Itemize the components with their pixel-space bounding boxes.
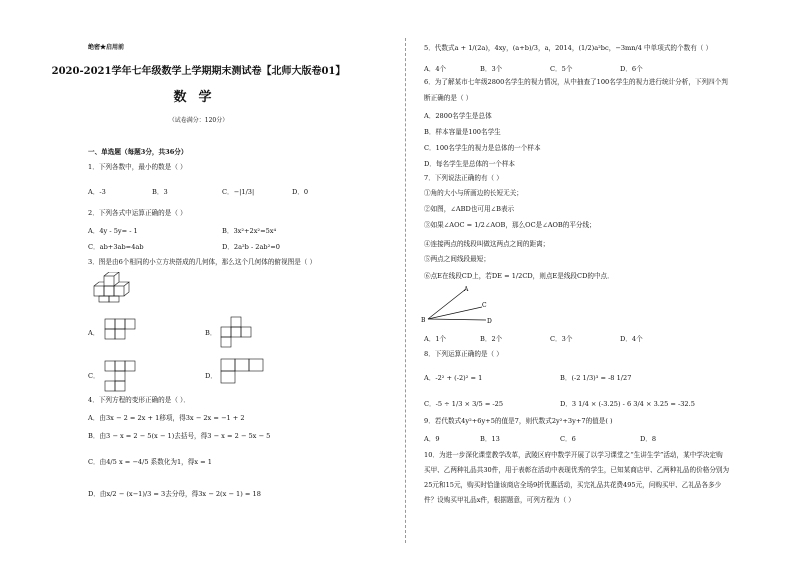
label-d: D: [487, 318, 492, 325]
q7-option-a: A．1个: [424, 335, 447, 343]
q9-option-c: C．6: [560, 435, 576, 443]
q7-statement-3: ③如果∠AOC = 1/2∠AOB，那么OC是∠AOB的平分线；: [424, 221, 596, 229]
q7-option-d: D．4个: [620, 335, 643, 343]
q5-option-d: D．6个: [620, 65, 643, 73]
q7-stem: 7．下列说法正确的有（ ）: [424, 174, 503, 182]
q5-stem: 5．代数式a + 1/(2a)，4xy，(a+b)/3，a，2014，(1/2)a²bc，−3mn/4 中单项式的个数有（ ）: [424, 44, 713, 52]
q3-option-d: D．: [205, 372, 217, 380]
section-heading: 一、单选题（每题3分，共36分）: [88, 148, 188, 156]
q7-statement-2: ②如图，∠ABD也可用∠B表示: [424, 205, 515, 213]
q6-option-b: B．样本容量是100名学生: [424, 128, 501, 136]
q7-statement-4: ④连接两点的线段叫做这两点之间的距离；: [424, 240, 550, 248]
q7-angle-figure: [420, 283, 500, 325]
q3-stem: 3．图是由6个相同的小立方块搭成的几何体，那么这个几何体的俯视图是（ ）: [88, 258, 317, 266]
q2-stem: 2．下列各式中运算正确的是（ ）: [88, 209, 187, 217]
q10-line-2: 买甲、乙两种礼品共30件，用于表彰在活动中表现优秀的学生，已知某商店甲、乙两种礼品的价格分别为: [424, 466, 730, 474]
q4-stem: 4．下列方程的变形正确的是（ ）．: [88, 396, 190, 404]
label-a: A: [464, 286, 469, 293]
q10-line-1: 10．为进一步深化课堂教学改革，武陵区府中数学开展了以学习课堂之“生讲生学”活动，某中学决定购: [424, 451, 723, 459]
q3-figure-a: [104, 318, 144, 344]
q9-option-a: A．9: [424, 435, 440, 443]
q10-line-3: 25元和15元，购买时恰逢该商店全场9折优惠活动，买完礼品共花费495元，问购买甲、乙礼品各多少: [424, 481, 722, 489]
subject-title: 数学: [173, 90, 224, 105]
q1-stem: 1．下列各数中，最小的数是（ ）: [88, 163, 187, 171]
q8-option-b: B．(-2 1/3)³ = -8 1/27: [560, 374, 632, 382]
q8-option-c: C．-5 ÷ 1/3 × 3/5 = -25: [424, 400, 504, 408]
exam-title: 2020-2021学年七年级数学上学期期末测试卷【北师大版卷01】: [51, 66, 346, 77]
q3-figure-c: [104, 360, 144, 392]
q9-option-d: D．8: [640, 435, 657, 443]
q4-option-a: A．由3x − 2 = 2x + 1移项，得3x − 2x = −1 + 2: [88, 414, 245, 422]
q7-statement-6: ⑥点E在线段CD上，若DE = 1/2CD，则点E是线段CD的中点．: [424, 272, 614, 280]
q1-option-c: C．−|1/3|: [222, 188, 255, 196]
q6-option-d: D．每名学生是总体的一个样本: [424, 160, 516, 168]
q4-option-d: D．由x/2 − (x−1)/3 = 3去分母，得3x − 2(x − 1) = 18: [88, 490, 261, 498]
q3-figure-b: [220, 316, 260, 348]
q6-stem-cont: 断正确的是（ ）: [424, 94, 473, 102]
q1-option-a: A．-3: [88, 188, 106, 196]
q10-line-4: 件？设购买甲礼品x件，根据题意，可列方程为（ ）: [424, 496, 575, 504]
q4-option-b: B．由3 − x = 2 − 5(x − 1)去括号，得3 − x = 2 − 5x − 5: [88, 432, 271, 440]
q2-option-b: B．3x²+2x²=5x⁴: [222, 227, 277, 235]
q5-option-c: C．5个: [550, 65, 573, 73]
q3-option-c: C．: [88, 372, 100, 380]
q9-option-b: B．13: [480, 435, 500, 443]
q3-option-b: B．: [205, 329, 217, 337]
q1-option-b: B．3: [152, 188, 168, 196]
q1-option-d: D．0: [292, 188, 309, 196]
q7-statement-5: ⑤两点之间线段最短；: [424, 255, 490, 263]
q6-option-c: C．100名学生的视力是总体的一个样本: [424, 144, 541, 152]
cube-solid-figure: [86, 272, 146, 304]
q8-option-a: A．-2² + (-2)² = 1: [424, 374, 483, 382]
q5-option-b: B．3个: [480, 65, 503, 73]
q4-option-c: C．由4/5 x = −4/5 系数化为1，得x = 1: [88, 458, 212, 466]
q2-option-c: C．ab+3ab=4ab: [88, 243, 144, 251]
label-c: C: [482, 302, 487, 309]
q2-option-d: D．2a²b - 2ab²=0: [222, 243, 281, 251]
q3-figure-d: [220, 358, 266, 388]
q7-option-b: B．2个: [480, 335, 503, 343]
q2-option-a: A．4y - 5y= - 1: [88, 227, 138, 235]
q9-stem: 9．若代数式4y²+6y+5的值是7，则代数式2y²+3y+7的值是( ): [424, 417, 613, 425]
q7-statement-1: ①角的大小与所画边的长短无关；: [424, 189, 523, 197]
q8-stem: 8．下列运算正确的是（ ）: [424, 350, 503, 358]
column-divider: [405, 38, 406, 543]
q3-option-a: A．: [88, 329, 100, 337]
q7-option-c: C．3个: [550, 335, 573, 343]
q8-option-d: D．3 1/4 × (-3.25) - 6 3/4 × 3.25 = -32.5: [560, 400, 695, 408]
secret-label: 绝密★启用前: [88, 44, 125, 51]
score-note: （试卷满分：120分）: [168, 117, 229, 124]
q6-option-a: A．2800名学生是总体: [424, 112, 492, 120]
q5-option-a: A．4个: [424, 65, 447, 73]
q6-stem: 6．为了解某市七年级2800名学生的视力情况，从中抽查了100名学生的视力进行统计分析，下列四个判: [424, 78, 728, 86]
label-b: B: [421, 317, 426, 324]
